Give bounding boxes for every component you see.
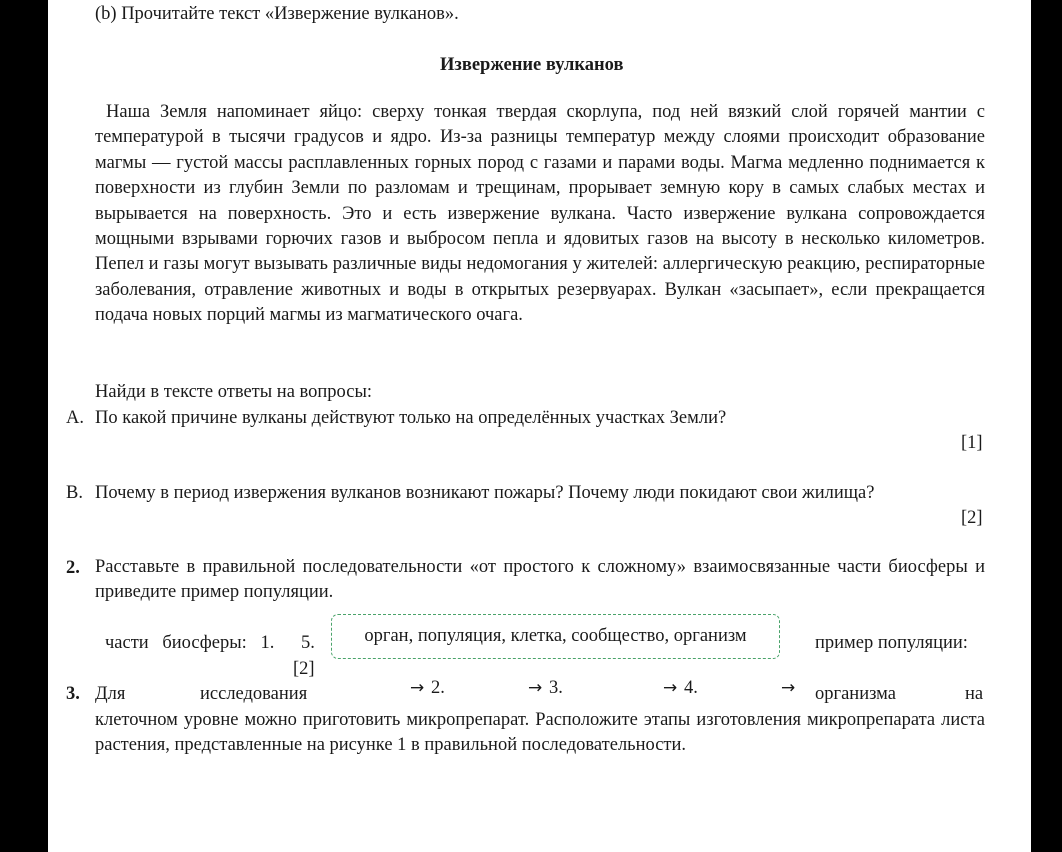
options-text: орган, популяция, клетка, сообщество, организм [364, 626, 747, 646]
article-title: Извержение вулканов [440, 55, 624, 75]
question-b-letter: B. [66, 483, 83, 503]
task-2-text: Расставьте в правильной последовательности «от простого к сложному» взаимосвязанные части биосферы и приведите пример популяции. [95, 557, 985, 602]
arrow-right-icon: → [410, 678, 425, 698]
biosphere-part-five: 5. [301, 633, 315, 653]
task-b-instruction: (b) Прочитайте текст «Извержение вулканов». [95, 4, 459, 24]
sequence-step-4: 4. [684, 678, 698, 698]
article-body: Наша Земля напоминает яйцо: сверху тонкая твердая скорлупа, под ней вязкий слой горячей мантии с температурой в тысячи градусов и ядро. Из-за разницы температур между слоями происходит образование магмы — густой массы расплавленных горных пород с газами и парами воды. Магма медленно поднимается к поверхности из глубин Земли по разломам и трещинам, прорывает земную кору в самых слабых местах и вырывается на поверхность. Это и есть извержение вулкана. Часто извержение вулкана сопровождается мощными взрывами горючих газов и выбросом пепла и ядовитых газов на высоту в несколько километров. Пепел и газы могут вызывать различные виды недомогания у жителей: аллергическую реакцию, респираторные заболевания, отравление животных и воды в открытых резервуарах. Вулкан «засыпает», если прекращается подача новых порций магмы из магматического очага. [95, 102, 985, 326]
task-3-word-issledovaniya: исследования [200, 684, 308, 704]
sequence-step-3: 3. [549, 678, 563, 698]
question-a-letter: A. [66, 408, 84, 428]
biosphere-parts-label: части биосферы: 1. [105, 633, 275, 653]
options-box [331, 614, 780, 659]
arrow-right-icon: → [528, 678, 543, 698]
document-page [48, 0, 1031, 852]
question-a-marks: [1] [961, 433, 983, 453]
question-b-marks: [2] [961, 508, 983, 528]
task-3-text: клеточном уровне можно приготовить микропрепарат. Расположите этапы изготовления микропрепарата листа растения, представленные на рисунке 1 в правильной последовательности. [95, 710, 985, 755]
task-3-word-na: на [965, 684, 984, 704]
question-b-text: Почему в период извержения вулканов возникают пожары? Почему люди покидают свои жилища? [95, 483, 875, 503]
arrow-right-icon: → [663, 678, 678, 698]
task-3-number: 3. [66, 684, 80, 704]
task-3-word-organizma: организма [815, 684, 896, 704]
task-2-number: 2. [66, 558, 80, 578]
sequence-step-2: 2. [431, 678, 445, 698]
question-a-text: По какой причине вулканы действуют только на определённых участках Земли? [95, 408, 727, 428]
arrow-right-icon: → [781, 678, 796, 698]
task-2-marks: [2] [293, 659, 315, 679]
questions-intro: Найди в тексте ответы на вопросы: [95, 382, 373, 402]
population-example-label: пример популяции: [815, 633, 968, 653]
task-3-word-dlya: Для [95, 684, 126, 704]
